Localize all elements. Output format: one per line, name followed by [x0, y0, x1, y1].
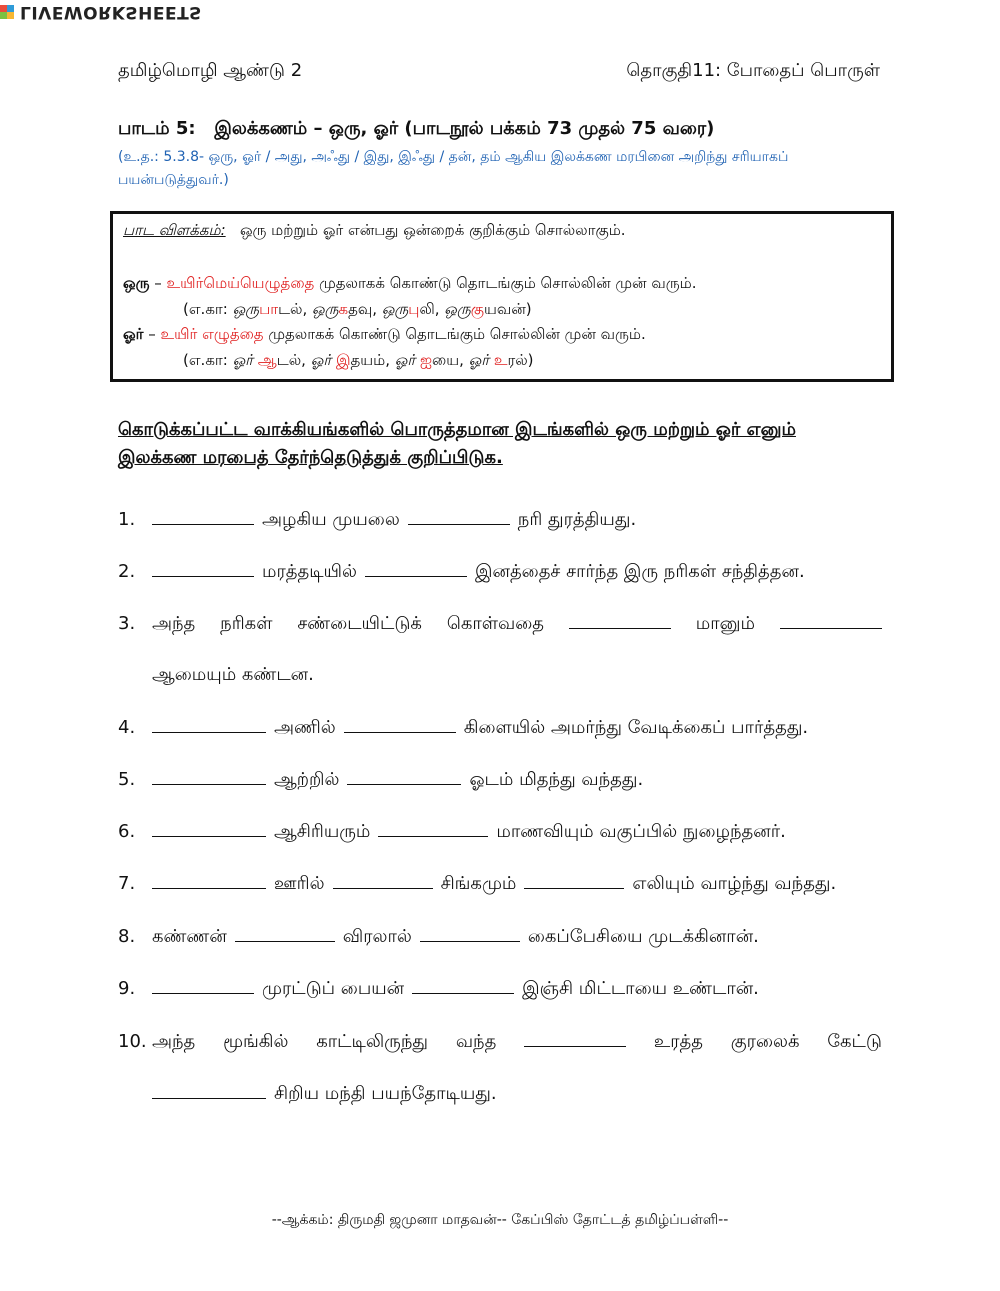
answer-blank[interactable] — [347, 768, 461, 785]
answer-blank[interactable] — [152, 768, 266, 785]
rule-oru-examples — [183, 300, 532, 320]
question-text: எலியும் வாழ்ந்து வந்தது. — [632, 873, 837, 894]
rule-oru-term: ஒரு — [123, 274, 150, 292]
question-word: அந்த — [152, 613, 196, 634]
question-text: கண்ணன் — [152, 926, 227, 947]
rule-oru-highlight: உயிர்மெய்யெழுத்தை — [166, 274, 315, 292]
example-prefix: (எ.கா: — [183, 300, 228, 318]
question-text: முரட்டுப் பையன் — [262, 978, 405, 999]
question-number: 3. — [118, 613, 136, 634]
answer-blank[interactable] — [569, 612, 671, 629]
rule-or-rest: முதலாகக் கொண்டு தொடங்கும் சொல்லின் முன் வரும். — [268, 325, 646, 343]
rule-or — [123, 325, 646, 345]
question-number: 5. — [118, 769, 136, 790]
question-word: அந்த — [152, 1031, 196, 1052]
question-2 — [118, 560, 882, 584]
answer-blank[interactable] — [780, 612, 882, 629]
question-text: சிறிய மந்தி பயந்தோடியது. — [274, 1083, 497, 1104]
question-word: கேட்டு — [827, 1031, 882, 1052]
answer-blank[interactable] — [152, 977, 254, 994]
answer-blank[interactable] — [524, 1030, 626, 1047]
learning-objective: (உ.த.: 5.3.8- ஒரு, ஓர் / அது, அஃது / இது, இஃது / தன், தம் ஆகிய இலக்கண மரபினை அறிந்து சரியாகப் பயன்படுத்துவர்.) — [118, 149, 789, 188]
question-text: நரி துரத்தியது. — [517, 509, 637, 530]
example-tail: யவன்) — [484, 300, 532, 318]
worksheet-header — [118, 60, 880, 83]
dash: – — [154, 274, 162, 292]
question-word: மானும் — [695, 613, 756, 634]
example-letter: இ — [335, 351, 351, 369]
question-10-continued — [152, 1082, 852, 1106]
question-word: கொள்வதை — [446, 613, 544, 634]
answer-blank[interactable] — [152, 872, 266, 889]
example-word: ஓர் — [310, 351, 332, 369]
question-word: உரத்த — [653, 1031, 703, 1052]
question-text: கைப்பேசியை முடக்கினான். — [527, 926, 759, 947]
example-letter: கு — [470, 300, 485, 318]
example-tail: ரல்) — [507, 351, 534, 369]
answer-blank[interactable] — [152, 820, 266, 837]
example-tail: யை, — [432, 351, 464, 369]
question-text: மாணவியும் வகுப்பில் நுழைந்தனர். — [496, 821, 786, 842]
question-text: மரத்தடியில் — [262, 561, 357, 582]
answer-blank[interactable] — [152, 1082, 266, 1099]
answer-blank[interactable] — [365, 560, 467, 577]
rule-oru — [123, 274, 696, 294]
question-number: 8. — [118, 926, 136, 947]
example-tail: தயம், — [350, 351, 391, 369]
example-prefix: (எ.கா: — [183, 351, 228, 369]
question-text: ஊரில் — [274, 873, 325, 894]
unit-title: தொகுதி11: போதைப் பொருள் — [626, 60, 880, 81]
question-number: 6. — [118, 821, 136, 842]
example-letter: க — [338, 300, 349, 318]
question-3 — [118, 612, 882, 636]
question-text: கிளையில் அமர்ந்து வேடிக்கைப் பார்த்தது. — [463, 717, 809, 738]
instruction-line-2: இலக்கண மரபைத் தேர்ந்தெடுத்துக் குறிப்பிடுக. — [118, 447, 503, 468]
question-9 — [118, 977, 882, 1001]
example-tail: லி, — [419, 300, 440, 318]
question-text: விரலால் — [342, 926, 412, 947]
example-word: ஒரு — [312, 300, 339, 318]
answer-blank[interactable] — [420, 925, 520, 942]
example-letter: பா — [259, 300, 279, 318]
question-word: வந்த — [455, 1031, 497, 1052]
lesson-title: பாடம் 5: இலக்கணம் – ஒரு, ஓர் (பாடநூல் பக்கம் 73 முதல் 75 வரை) — [118, 118, 715, 139]
example-letter: ஐ — [420, 351, 433, 369]
logo-mark-icon — [0, 5, 14, 19]
answer-blank[interactable] — [235, 925, 335, 942]
question-text: இனத்தைச் சார்ந்த இரு நரிகள் சந்தித்தன. — [474, 561, 805, 582]
question-number: 2. — [118, 561, 136, 582]
question-8 — [118, 925, 882, 949]
example-word: ஒரு — [381, 300, 409, 318]
question-word: மூங்கில் — [223, 1031, 289, 1052]
footer-credit: --ஆக்கம்: திருமதி ஜமுனா மாதவன்-- கேப்பிஸ் தோட்டத் தமிழ்ப்பள்ளி-- — [271, 1212, 729, 1228]
example-word: ஓர் — [232, 351, 254, 369]
example-letter: உ — [493, 351, 508, 369]
question-10 — [118, 1030, 882, 1054]
answer-blank[interactable] — [152, 560, 254, 577]
answer-blank[interactable] — [408, 508, 510, 525]
instruction-line-1: கொடுக்கப்பட்ட வாக்கியங்களில் பொருத்தமான இடங்களில் ஒரு மற்றும் ஓர் எனும் — [118, 419, 796, 440]
rule-or-highlight: உயிர் எழுத்தை — [160, 325, 264, 343]
rule-or-term: ஓர் — [123, 325, 144, 343]
question-number: 1. — [118, 509, 136, 530]
example-tail: டல், — [276, 351, 306, 369]
example-word: ஓர் — [468, 351, 490, 369]
question-5 — [118, 768, 882, 792]
question-text: ஆற்றில் — [274, 769, 340, 790]
question-1 — [118, 508, 882, 532]
question-number: 10. — [118, 1031, 147, 1052]
example-word: ஓர் — [394, 351, 416, 369]
box-heading: பாட விளக்கம்: — [123, 221, 226, 239]
answer-blank[interactable] — [344, 716, 456, 733]
explanation-box — [110, 211, 894, 382]
question-text: சிங்கமும் — [440, 873, 517, 894]
example-tail: தவு, — [348, 300, 378, 318]
question-text: அழகிய முயலை — [262, 509, 400, 530]
rule-or-examples — [183, 351, 534, 371]
answer-blank[interactable] — [152, 716, 266, 733]
answer-blank[interactable] — [524, 872, 624, 889]
example-letter: பு — [408, 300, 420, 318]
logo-text: LIVEWORKSHEETS — [20, 2, 202, 22]
question-word: காட்டிலிருந்து — [316, 1031, 429, 1052]
example-letter: ஆ — [257, 351, 277, 369]
answer-blank[interactable] — [152, 508, 254, 525]
subject-year: தமிழ்மொழி ஆண்டு 2 — [118, 60, 303, 81]
rule-oru-rest: முதலாகக் கொண்டு தொடங்கும் சொல்லின் முன் வரும். — [319, 274, 697, 292]
question-3-continued: ஆமையும் கண்டன. — [152, 664, 314, 685]
question-number: 7. — [118, 873, 136, 894]
question-text: இஞ்சி மிட்டாயை உண்டான். — [522, 978, 759, 999]
dash: – — [148, 325, 156, 343]
question-4 — [118, 716, 882, 740]
question-word: நரிகள் — [220, 613, 273, 634]
example-tail: டல், — [278, 300, 308, 318]
question-text: அணில் — [274, 717, 336, 738]
question-text: ஆசிரியரும் — [274, 821, 371, 842]
question-6 — [118, 820, 882, 844]
question-word: குரலைக் — [730, 1031, 800, 1052]
example-word: ஒரு — [232, 300, 260, 318]
liveworksheets-logo — [0, 0, 202, 24]
question-text: ஓடம் மிதந்து வந்தது. — [469, 769, 644, 790]
question-word: சண்டையிட்டுக் — [297, 613, 422, 634]
question-number: 9. — [118, 978, 136, 999]
box-intro-line — [123, 221, 626, 241]
box-intro: ஒரு மற்றும் ஓர் என்பது ஒன்றைக் குறிக்கும் சொல்லாகும். — [239, 221, 626, 239]
answer-blank[interactable] — [412, 977, 514, 994]
instruction — [118, 416, 878, 472]
answer-blank[interactable] — [333, 872, 433, 889]
answer-blank[interactable] — [378, 820, 488, 837]
example-word: ஒரு — [444, 300, 471, 318]
question-7 — [118, 872, 882, 896]
question-number: 4. — [118, 717, 136, 738]
